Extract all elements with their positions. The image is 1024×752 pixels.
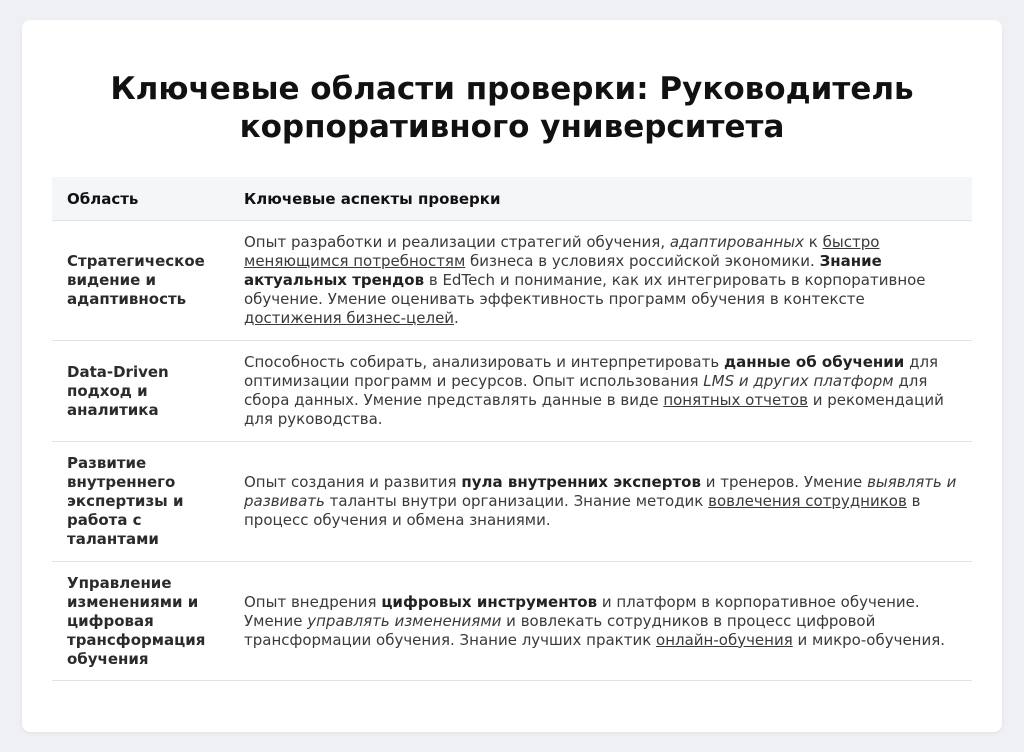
underline-text-segment: достижения бизнес-целей (244, 309, 455, 327)
page-title: Ключевые области проверки: Руководитель корпоративного университета (110, 71, 914, 145)
text-segment: бизнеса в условиях российской экономики. (465, 252, 820, 270)
content-card (22, 20, 1002, 732)
bold-text-segment: Знание актуальных трендов (244, 252, 882, 289)
text-segment: и тренеров. Умение (700, 473, 868, 491)
text-segment: для сбора данных. Умение представлять данные в виде (244, 372, 928, 409)
area-cell: Развитие внутреннего экспертизы и работа с талантами (52, 442, 229, 562)
area-cell: Data-Driven подход и аналитика (52, 341, 229, 442)
text-segment: для оптимизации программ и ресурсов. Опыт использования (244, 353, 939, 390)
aspects-cell (229, 341, 972, 442)
verification-areas-table (52, 177, 972, 681)
italic-text-segment: выявлять и развивать (244, 473, 957, 510)
aspects-cell (229, 562, 972, 681)
underline-text-segment: быстро меняющимся потребностям (244, 233, 880, 270)
aspects-cell (229, 442, 972, 562)
text-segment: и рекомендаций для руководства. (244, 391, 944, 428)
text-segment: Опыт внедрения (244, 592, 382, 611)
text-segment: к (804, 233, 823, 251)
text-segment: и микро-обучения. (792, 630, 946, 649)
underline-text-segment: понятных отчетов (663, 391, 808, 409)
underline-text-segment: вовлечения сотрудников (708, 492, 907, 510)
table-row (52, 562, 972, 681)
text-segment: в процесс обучения и обмена знаниями. (244, 492, 921, 529)
text-segment: и платформ в корпоративное обучение. Умение (244, 592, 920, 630)
table-row (52, 221, 972, 341)
text-segment: и вовлекать сотрудников в процесс цифровой трансформации обучения. Знание лучших практик (244, 611, 876, 649)
italic-text-segment: адаптированных (669, 233, 804, 251)
table-header-row (52, 177, 972, 221)
text-segment: Опыт разработки и реализации стратегий обучения, (244, 233, 670, 251)
italic-text-segment: управлять изменениями (307, 611, 502, 630)
area-cell: Управление изменениями и цифровая трансформация обучения (52, 562, 229, 681)
italic-text-segment: LMS и других платформ (703, 372, 894, 390)
text-segment: в EdTech и понимание, как их интегрировать в корпоративное обучение. Умение оценивать эффективность программ обучения в контексте (244, 271, 926, 308)
table-row (52, 442, 972, 562)
column-header-aspects: Ключевые аспекты проверки (229, 177, 972, 221)
text-segment: . (454, 309, 459, 327)
underline-text-segment: онлайн-обучения (656, 630, 793, 649)
aspects-cell (229, 221, 972, 341)
bold-text-segment: пула внутренних экспертов (461, 473, 701, 491)
table-row (52, 341, 972, 442)
text-segment: Опыт создания и развития (244, 473, 462, 491)
text-segment: таланты внутри организации. Знание методик (324, 492, 709, 510)
bold-text-segment: цифровых инструментов (381, 592, 598, 611)
area-cell: Стратегическое видение и адаптивность (52, 221, 229, 341)
text-segment: Способность собирать, анализировать и интерпретировать (244, 353, 724, 371)
column-header-area: Область (52, 177, 229, 221)
bold-text-segment: данные об обучении (723, 353, 905, 371)
